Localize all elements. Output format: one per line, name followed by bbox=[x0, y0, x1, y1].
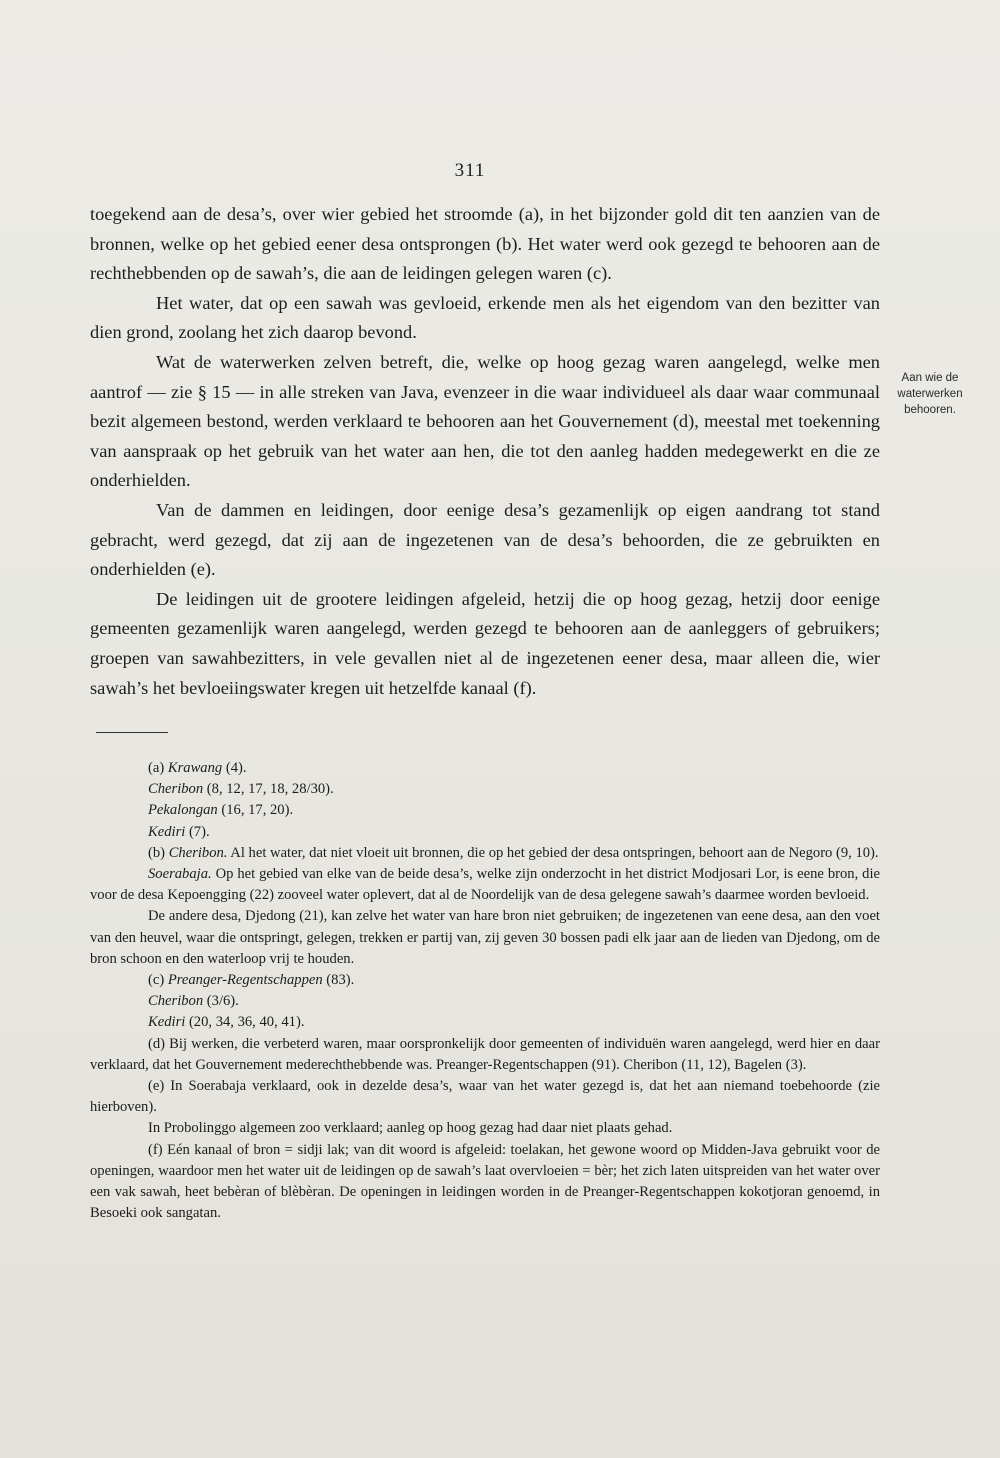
footnotes bbox=[90, 758, 880, 1224]
footnote-label: (c) bbox=[148, 972, 165, 989]
footnote-label: (f) bbox=[148, 1141, 163, 1158]
footnote bbox=[90, 1118, 880, 1139]
paragraph-5: De leidingen uit de grootere leidingen afgeleid, hetzij die op hoog gezag, hetzij door eenige gemeenten gezamenlijk waren aangelegd, werden gezegd te behooren aan de aanleggers of gebruikers; groepen van sawahbezitters, in vele gevallen niet al de ingezetenen eener desa, maar alleen die, wier sawah’s het bevloeiingswater kregen uit hetzelfde kanaal (f). bbox=[90, 588, 880, 698]
footnote-text: (8, 12, 17, 18, 28/30). bbox=[203, 781, 334, 798]
footnote-reference: Preanger-Regentschappen bbox=[167, 972, 323, 989]
footnote-reference: Cheribon bbox=[148, 781, 204, 798]
footnote-reference: Krawang bbox=[167, 760, 223, 776]
footnote-text: Bij werken, die verbeterd waren, maar oorspronkelijk door gemeenten of individuën waren aangelegd, werd hier en daar verklaard, dat het Gouvernement mederechthebbende was. Preanger-Regentschappen (91). Cheribon (11, 12), Bagelen (3). bbox=[90, 1035, 880, 1073]
footnote bbox=[90, 1076, 880, 1118]
footnote bbox=[90, 1034, 880, 1076]
footnote-text: (16, 17, 20). bbox=[217, 802, 294, 819]
margin-note bbox=[885, 370, 975, 418]
margin-note-line-3: behooren. bbox=[904, 404, 956, 416]
footnote-reference: Soerabaja. bbox=[148, 866, 212, 883]
footnote-text: De andere desa, Djedong (21), kan zelve het water van hare bron niet gebruiken; de ingezetenen van eene desa, aan den voet van den heuvel, waar die ontspringt, gelegen, trekken er partij van, zij geven 30 bossen padi elk jaar aan de lieden van Djedong, om de bron schoon en den waterloop vrij te houden. bbox=[90, 908, 880, 967]
footnote-reference: Kediri bbox=[148, 823, 186, 840]
footnote-text: (83). bbox=[322, 972, 355, 989]
footnote bbox=[90, 1140, 880, 1225]
footnote bbox=[90, 906, 880, 970]
footnote bbox=[90, 800, 880, 821]
footnote bbox=[90, 758, 880, 779]
footnote bbox=[90, 822, 880, 843]
main-text bbox=[90, 200, 880, 703]
margin-note-line-2: waterwerken bbox=[897, 388, 963, 400]
footnote-text: Eén kanaal of bron = sidji lak; van dit woord is afgeleid: toelakan, het gewone woord op Midden-Java gebruikt voor de openingen, waardoor men het water uit de leidingen op de sawah’s laat overvloeien = bèr; het zich laten uitspreiden van het water over een vak sawah, heet bebèran of blèbèran. De openingen in leidingen worden in de Preanger-Regentschappen kokotjoran genoemd, in Besoeki ook sangatan. bbox=[90, 1141, 880, 1222]
footnote bbox=[90, 970, 880, 991]
footnote-text: In Probolinggo algemeen zoo verklaard; aanleg op hoog gezag had daar niet plaats gehad. bbox=[148, 1120, 673, 1137]
footnote bbox=[90, 1012, 880, 1033]
footnote-text: (7). bbox=[185, 823, 210, 840]
footnote bbox=[90, 843, 880, 864]
footnote-text: In Soerabaja verklaard, ook in dezelde desa’s, waar van het water gezegd is, dat het aan niemand toebehoorde (zie hierboven). bbox=[90, 1078, 880, 1116]
footnote-reference: Kediri bbox=[148, 1014, 186, 1031]
paragraph-3: Wat de waterwerken zelven betreft, die, welke op hoog gezag waren aangelegd, welke men aantrof — zie § 15 — in alle streken van Java, evenzeer in die waar individueel als daar waar communaal bezit algemeen bestond, werden verklaard te behooren aan het Gouvernement (d), meestal met toekenning van aanspraak op het gebruik van het water aan hen, die tot den aanleg hadden medegewerkt en die ze onderhielden. bbox=[90, 351, 880, 491]
footnote-label: (a) bbox=[148, 760, 165, 776]
paragraph-2: Het water, dat op een sawah was gevloeid, erkende men als het eigendom van den bezitter van dien grond, zoolang het zich daarop bevond. bbox=[90, 292, 880, 343]
footnote bbox=[90, 779, 880, 800]
footnote-label: (d) bbox=[148, 1035, 166, 1052]
footnote-text: (20, 34, 36, 40, 41). bbox=[185, 1014, 305, 1031]
paragraph-4: Van de dammen en leidingen, door eenige desa’s gezamenlijk op eigen aandrang tot stand gebracht, werd gezegd, dat zij aan de ingezetenen van de desa’s behoorden, die ze gebruikten en onderhielden (e). bbox=[90, 499, 880, 580]
footnote-text: (3/6). bbox=[203, 993, 239, 1010]
footnote-reference: Cheribon bbox=[148, 993, 204, 1010]
footnote-separator bbox=[96, 732, 168, 733]
footnote-text: (4). bbox=[222, 760, 247, 776]
footnote-reference: Cheribon. bbox=[168, 844, 228, 861]
footnote-reference: Pekalongan bbox=[148, 802, 218, 819]
paragraph-1: toegekend aan de desa’s, over wier gebied het stroomde (a), in het bijzonder gold dit ten aanzien van de bronnen, welke op het gebied eener desa ontsprongen (b). Het water werd ook gezegd te behooren aan de rechthebbenden op de sawah’s, die aan de leidingen gelegen waren (c). bbox=[90, 204, 880, 284]
footnote-label: (e) bbox=[148, 1078, 165, 1095]
footnote-label: (b) bbox=[148, 844, 166, 861]
footnote bbox=[90, 991, 880, 1012]
footnote bbox=[90, 864, 880, 906]
page-number: 311 bbox=[454, 160, 486, 181]
footnote-text: Op het gebied van elke van de beide desa’s, welke zijn onderzocht in het district Modjosari Lor, is eene bron, die voor de desa Kepoengging (22) zooveel water oplevert, dat al de Noordelijk van de desa gelegene sawah’s daarmee worden bevloeid. bbox=[90, 866, 880, 904]
footnote-text: Al het water, dat niet vloeit uit bronnen, die op het gebied der desa ontspringen, behoort aan de Negoro (9, 10). bbox=[227, 844, 879, 861]
margin-note-line-1: Aan wie de bbox=[901, 372, 959, 384]
